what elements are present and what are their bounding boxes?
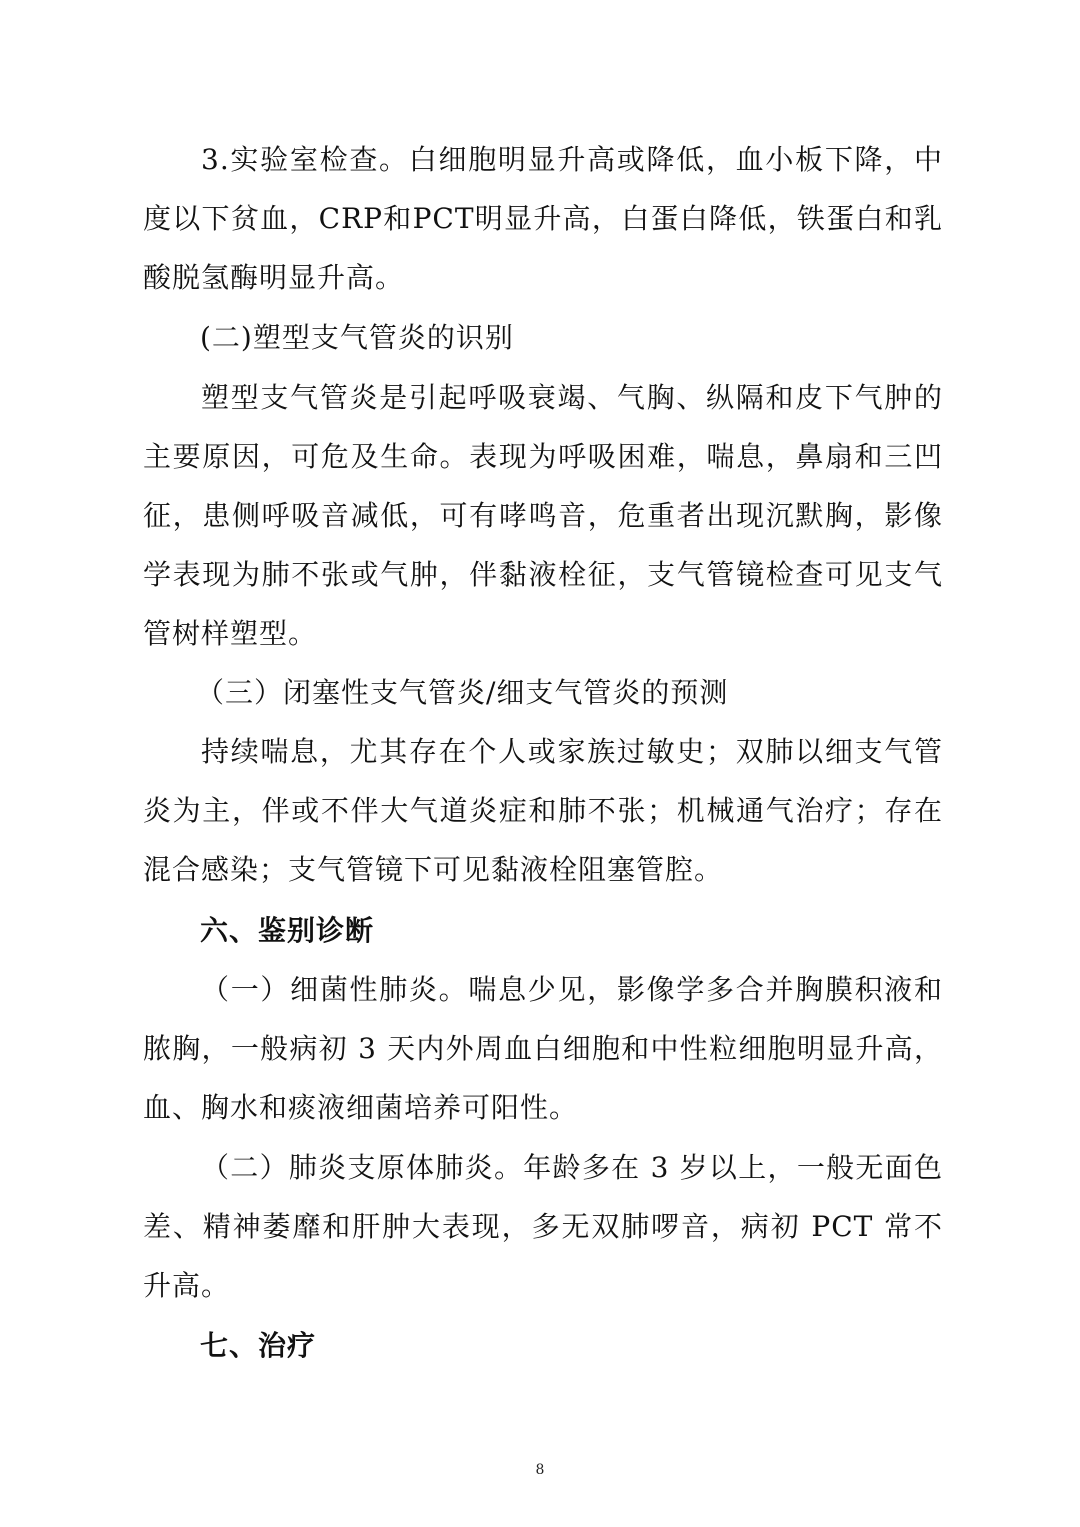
page-number: 8	[535, 1462, 545, 1478]
paragraph-bacterial-pneumonia: （一）细菌性肺炎。喘息少见，影像学多合并胸膜积液和脓胸，一般病初 3 天内外周血白细胞和中性粒细胞明显升高，血、胸水和痰液细菌培养可阳性。	[143, 973, 943, 1124]
paragraph-lab-exam: 3.实验室检查。白细胞明显升高或降低，血小板下降，中度以下贫血，CRP和PCT明显升高，白蛋白降低，铁蛋白和乳酸脱氢酶明显升高。	[143, 143, 943, 294]
paragraph-plastic-bronchitis: 塑型支气管炎是引起呼吸衰竭、气胸、纵隔和皮下气肿的主要原因，可危及生命。表现为呼吸困难，喘息，鼻扇和三凹征，患侧呼吸音减低，可有哮鸣音，危重者出现沉默胸，影像学表现为肺不张或气肿，伴黏液栓征，支气管镜检查可见支气管树样塑型。	[143, 381, 943, 650]
subheading-obliterative-bronchiolitis: （三）闭塞性支气管炎/细支气管炎的预测	[196, 676, 729, 709]
section-heading-differential-diagnosis: 六、鉴别诊断	[200, 914, 375, 947]
section-heading-treatment: 七、治疗	[200, 1329, 317, 1362]
subheading-plastic-bronchitis: (二)塑型支气管炎的识别	[200, 321, 514, 354]
paragraph-mycoplasma-pneumonia: （二）肺炎支原体肺炎。年龄多在 3 岁以上，一般无面色差、精神萎靡和肝肿大表现，多无双肺啰音，病初 PCT 常不升高。	[143, 1151, 943, 1302]
paragraph-obliterative-bronchiolitis: 持续喘息，尤其存在个人或家族过敏史；双肺以细支气管炎为主，伴或不伴大气道炎症和肺不张；机械通气治疗；存在混合感染；支气管镜下可见黏液栓阻塞管腔。	[143, 735, 943, 886]
